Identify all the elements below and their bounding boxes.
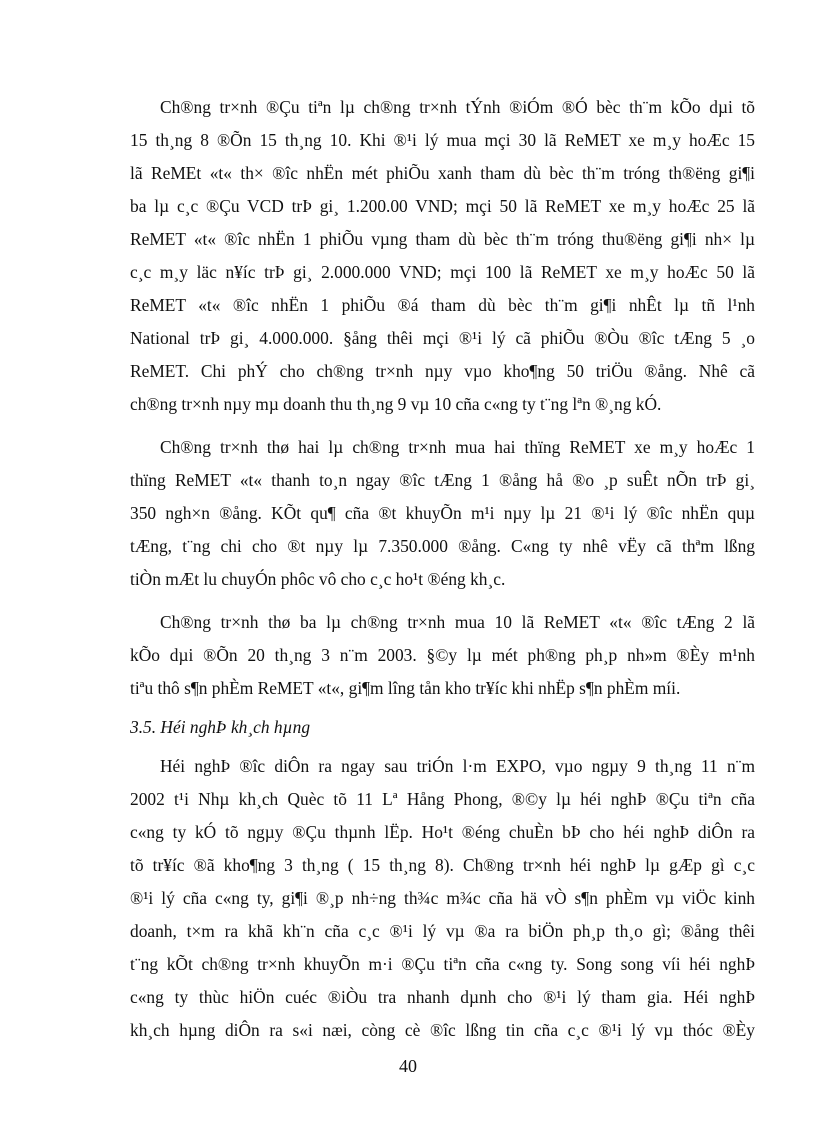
paragraph-4-line-2: 2002 t¹i Nhµ kh¸ch Quèc tõ 11 Lª Hång Phong, ®©y lµ héi nghÞ ®Çu tiªn cña (130, 789, 755, 809)
paragraph-4-line-8: c«ng ty thùc hiÖn cuéc ®iÒu tra nhanh dµnh cho ®¹i lý tham gia. Héi nghÞ (130, 987, 755, 1007)
paragraph-1-line-4: ba lµ c¸c ®Çu VCD trÞ gi¸ 1.200.00 VND; mçi 50 lã ReMET xe m¸y hoÆc 25 lã (130, 196, 755, 216)
paragraph-2-line-2: thïng ReMET «t« thanh to¸n ngay ®îc tÆng 1 ®ång hå ®o ¸p suÊt nÕn trÞ gi¸ (130, 470, 755, 490)
paragraph-2-line-5: tiÒn mÆt lu chuyÓn phôc vô cho c¸c ho¹t ®éng kh¸c. (130, 569, 506, 589)
paragraph-4-line-3: c«ng ty kÓ tõ ngµy ®Çu thµnh lËp. Ho¹t ®éng chuÈn bÞ cho héi nghÞ diÔn ra (130, 822, 755, 842)
paragraph-4-line-1: Héi nghÞ ®îc diÔn ra ngay sau triÓn l·m EXPO, vµo ngµy 9 th¸ng 11 n¨m (160, 756, 755, 776)
paragraph-2-line-3: 350 ngh×n ®ång. KÕt qu¶ cña ®t khuyÕn m¹i nµy lµ 21 ®¹i lý ®îc nhËn quµ (130, 503, 755, 523)
section-heading: 3.5. Héi nghÞ kh¸ch hµng (130, 717, 311, 737)
paragraph-4-line-9: kh¸ch hµng diÔn ra s«i næi, còng cè ®îc lßng tin cña c¸c ®¹i lý vµ thóc ®Èy (130, 1020, 755, 1040)
paragraph-1-line-10: ch®ng tr×nh nµy mµ doanh thu th¸ng 9 vµ 10 cña c«ng ty t¨ng lªn ®¸ng kÓ. (130, 394, 662, 414)
paragraph-4-line-5: ®¹i lý cña c«ng ty, gi¶i ®¸p nh÷ng th¾c m¾c cña hä vÒ s¶n phÈm vµ viÖc kinh (130, 888, 755, 908)
paragraph-1-line-6: c¸c m¸y läc n¥íc trÞ gi¸ 2.000.000 VND; mçi 100 lã ReMET xe m¸y hoÆc 50 lã (130, 262, 755, 282)
paragraph-1-line-3: lã ReMEt «t« th× ®îc nhËn mét phiÕu xanh tham dù bèc th¨m tróng th®ëng gi¶i (130, 163, 755, 183)
paragraph-3-line-3: tiªu thô s¶n phÈm ReMET «t«, gi¶m lîng tån kho tr¥íc khi nhËp s¶n phÈm míi. (130, 678, 681, 698)
paragraph-2-line-4: tÆng, t¨ng chi cho ®t nµy lµ 7.350.000 ®ång. C«ng ty nhê vËy cã thªm lßng (130, 536, 755, 556)
paragraph-1-line-7: ReMET «t« ®îc nhËn 1 phiÕu ®á tham dù bèc th¨m gi¶i nhÊt lµ tñ l¹nh (130, 295, 755, 315)
paragraph-1-line-1: Ch®ng tr×nh ®Çu tiªn lµ ch®ng tr×nh tÝnh ®iÓm ®Ó bèc th¨m kÕo dµi tõ (160, 97, 755, 117)
paragraph-3-line-2: kÕo dµi ®Õn 20 th¸ng 3 n¨m 2003. §©y lµ mét ph®ng ph¸p nh»m ®Èy m¹nh (130, 645, 755, 665)
paragraph-1-line-9: ReMET. Chi phÝ cho ch®ng tr×nh nµy vµo kho¶ng 50 triÖu ®ång. Nhê cã (130, 361, 755, 381)
paragraph-4-line-4: tõ tr¥íc ®ã kho¶ng 3 th¸ng ( 15 th¸ng 8). Ch®ng tr×nh héi nghÞ lµ gÆp gì c¸c (130, 855, 755, 875)
paragraph-2-line-1: Ch®ng tr×nh thø hai lµ ch®ng tr×nh mua hai thïng ReMET xe m¸y hoÆc 1 (160, 437, 755, 457)
paragraph-3-line-1: Ch®ng tr×nh thø ba lµ ch®ng tr×nh mua 10 lã ReMET «t« ®îc tÆng 2 lã (160, 612, 755, 632)
page-number: 40 (399, 1056, 417, 1076)
paragraph-1-line-5: ReMET «t« ®îc nhËn 1 phiÕu vµng tham dù bèc th¨m tróng thu®ëng gi¶i nh× lµ (130, 229, 755, 249)
paragraph-1-line-8: National trÞ gi¸ 4.000.000. §ång thêi mçi ®¹i lý cã phiÕu ®Òu ®îc tÆng 5 ¸o (130, 328, 755, 348)
paragraph-1-line-2: 15 th¸ng 8 ®Õn 15 th¸ng 10. Khi ®¹i lý mua mçi 30 lã ReMET xe m¸y hoÆc 15 (130, 130, 755, 150)
paragraph-4-line-7: t¨ng kÕt ch®ng tr×nh khuyÕn m·i ®Çu tiªn cña c«ng ty. Song song víi héi nghÞ (130, 954, 755, 974)
paragraph-4-line-6: doanh, t×m ra khã kh¨n cña c¸c ®¹i lý vµ ®a ra biÖn ph¸p th¸o gì; ®ång thêi (130, 921, 755, 941)
